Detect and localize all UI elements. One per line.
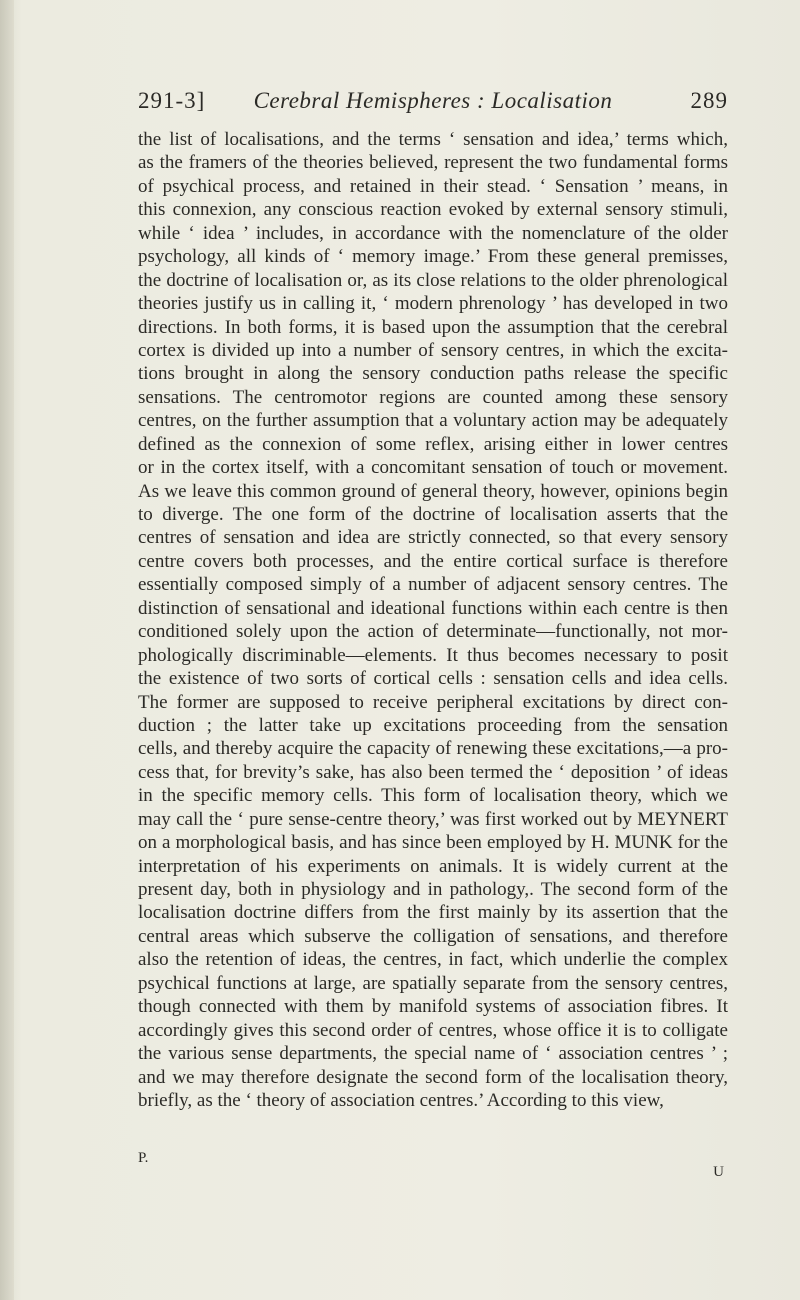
text-line: cess that, for brevity’s sake, has also been termed the ‘ deposition ’ of ideas [138,761,728,783]
text-line: centre covers both processes, and the entire cortical surface is therefore [138,550,728,572]
running-head [138,88,728,118]
text-line: central areas which subserve the colligation of sensations, and therefore [138,925,728,947]
text-line: or in the cortex itself, with a concomitant sensation of touch or movement. [138,457,728,479]
text-line: duction ; the latter take up excitations proceeding from the sensation [138,714,728,736]
text-line: psychology, all kinds of ‘ memory image.’ From these general premisses, [138,246,728,268]
text-line: may call the ‘ pure sense-centre theory,’ was first worked out by MEYNERT [138,808,728,830]
section-range: 291-3] [138,88,206,113]
text-line: also the retention of ideas, the centres, in fact, which underlie the complex [138,949,728,971]
text-line: The former are supposed to receive peripheral excitations by direct con- [138,691,728,713]
page-number: 289 [690,88,728,113]
text-line: psychical functions at large, are spatially separate from the sensory centres, [138,972,728,994]
text-line: of psychical process, and retained in their stead. ‘ Sensation ’ means, in [138,175,728,197]
text-line: present day, both in physiology and in pathology,. The second form of the [138,879,728,900]
text-line: accordingly gives this second order of centres, whose office it is to colligate [138,1019,728,1041]
text-line: cortex is divided up into a number of sensory centres, in which the excita- [138,339,728,361]
text-line: while ‘ idea ’ includes, in accordance with the nomenclature of the older [138,222,728,244]
text-line: conditioned solely upon the action of determinate—functionally, not mor- [138,621,728,643]
body-text [138,128,728,1112]
text-line: distinction of sensational and ideational functions within each centre is then [138,597,728,619]
page-footer [138,1150,728,1190]
text-line: as the framers of the theories believed, represent the two fundamental forms [138,152,728,174]
text-line: sensations. The centromotor regions are counted among these sensory [138,386,728,408]
text-line: tions brought in along the sensory conduction paths release the specific [138,363,728,385]
text-line: this connexion, any conscious reaction evoked by external sensory stimuli, [138,199,728,221]
text-line: theories justify us in calling it, ‘ modern phrenology ’ has developed in two [138,293,728,315]
text-line: interpretation of his experiments on animals. It is widely current at the [138,855,728,877]
text-line: the various sense departments, the special name of ‘ association centres ’ ; [138,1043,728,1065]
text-line: essentially composed simply of a number of adjacent sensory centres. The [138,574,728,596]
text-line: the list of localisations, and the terms ‘ sensation and idea,’ terms which, [138,129,728,150]
text-line: the doctrine of localisation or, as its close relations to the older phrenological [138,269,728,291]
chapter-title: Cerebral Hemispheres : Localisation [253,88,613,113]
printer-signature: P. [138,1150,149,1166]
text-line: phologically discriminable—elements. It thus becomes necessary to posit [138,644,728,666]
text-line: localisation doctrine differs from the first mainly by its assertion that the [138,902,728,924]
text-line: the existence of two sorts of cortical cells : sensation cells and idea cells. [138,668,728,690]
text-line: briefly, as the ‘ theory of association centres.’ According to this view, [138,1089,664,1111]
text-line: to diverge. The one form of the doctrine of localisation asserts that the [138,504,728,525]
text-line: though connected with them by manifold systems of association fibres. It [138,996,728,1018]
text-line: As we leave this common ground of general theory, however, opinions begin [138,480,728,502]
signature-mark: U [713,1164,724,1180]
text-line: centres, on the further assumption that a voluntary action may be adequately [138,410,728,432]
text-line: directions. In both forms, it is based upon the assumption that the cerebral [138,316,728,338]
text-line: in the specific memory cells. This form of localisation theory, which we [138,785,728,807]
text-line: on a morphological basis, and has since been employed by H. MUNK for the [138,832,728,854]
text-line: centres of sensation and idea are strictly connected, so that every sensory [138,527,728,549]
text-line: cells, and thereby acquire the capacity of renewing these excitations,—a pro- [138,738,728,760]
text-line: defined as the connexion of some reflex, arising either in lower centres [138,433,728,455]
page-gutter [0,0,14,1300]
text-line: and we may therefore designate the second form of the localisation theory, [138,1066,728,1088]
